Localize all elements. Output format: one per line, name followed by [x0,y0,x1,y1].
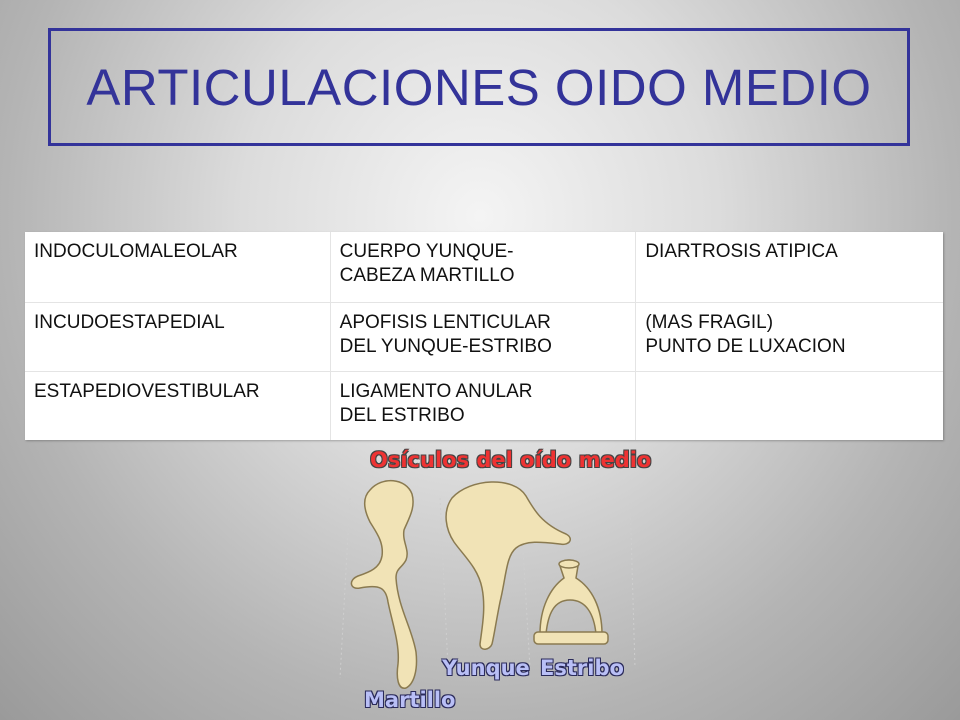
joint-type-cell [636,372,943,441]
stapes-label: Estribo [540,656,624,680]
ossicles-figure [330,438,660,720]
joint-parts-cell: APOFISIS LENTICULAR DEL YUNQUE-ESTRIBO [330,303,636,372]
joint-parts-cell: LIGAMENTO ANULAR DEL ESTRIBO [330,372,636,441]
title-box [48,28,910,146]
incus-label: Yunque [442,656,530,680]
table-row [25,372,943,441]
joint-name-cell: INDOCULOMALEOLAR [25,232,330,303]
stapes-icon [534,560,608,644]
incus-icon [446,482,570,649]
malleus-icon [351,481,416,689]
figure-title: Osículos del oído medio [370,448,652,472]
joint-name-cell: ESTAPEDIOVESTIBULAR [25,372,330,441]
table-row [25,303,943,372]
joint-type-cell: (MAS FRAGIL) PUNTO DE LUXACION [636,303,943,372]
table-row [25,232,943,303]
slide-title: ARTICULACIONES OIDO MEDIO [86,58,872,116]
joints-table [25,232,943,440]
joint-parts-cell: CUERPO YUNQUE- CABEZA MARTILLO [330,232,636,303]
joint-type-cell: DIARTROSIS ATIPICA [636,232,943,303]
joint-name-cell: INCUDOESTAPEDIAL [25,303,330,372]
malleus-label: Martillo [364,688,456,712]
